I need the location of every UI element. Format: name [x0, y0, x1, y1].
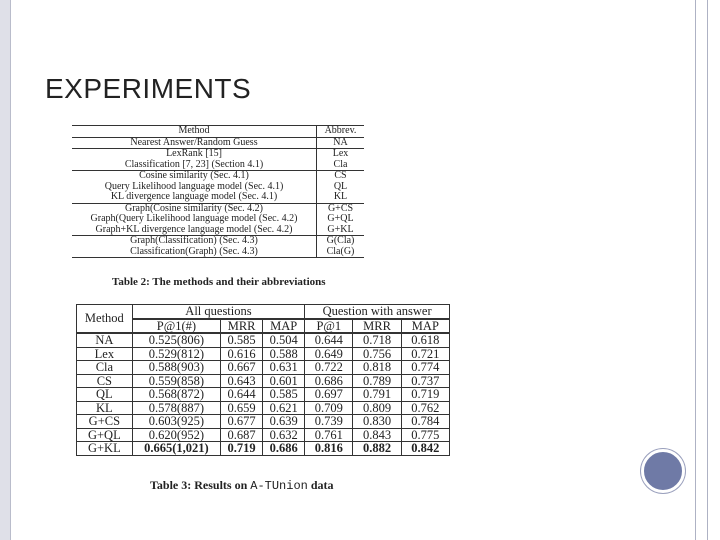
results-subheader: MAP [263, 319, 305, 334]
cell: 0.649 [305, 347, 353, 361]
cell: 0.761 [305, 428, 353, 442]
results-subheader: P@1(#) [132, 319, 220, 334]
cell: 0.585 [263, 388, 305, 402]
method-name: Classification [7, 23] (Section 4.1) [72, 160, 317, 171]
table3-caption [150, 478, 334, 493]
cell: 0.568(872) [132, 388, 220, 402]
cell: 0.882 [353, 442, 401, 456]
method-name: LexRank [15] [72, 149, 317, 160]
table3-caption-prefix: Table 3: Results on [150, 478, 251, 492]
cell: 0.739 [305, 415, 353, 429]
cell: G+QL [77, 428, 133, 442]
method-abbrev: G+KL [327, 223, 354, 235]
cell: 0.529(812) [132, 347, 220, 361]
slide-title: EXPERIMENTS [45, 73, 252, 104]
method-abbrev: NA [333, 136, 348, 148]
results-subheader: P@1 [305, 319, 353, 334]
table-row [72, 247, 364, 258]
method-name: Graph(Query Likelihood language model (Sec. 4.2) [72, 214, 317, 225]
results-subheader: MRR [353, 319, 401, 334]
cell: 0.719 [221, 442, 263, 456]
cell: 0.756 [353, 347, 401, 361]
cell: 0.762 [401, 401, 449, 415]
cell: 0.643 [221, 374, 263, 388]
table-row [72, 214, 364, 225]
cell: G+CS [77, 415, 133, 429]
table-row [72, 171, 364, 182]
cell: 0.697 [305, 388, 353, 402]
cell: 0.719 [401, 388, 449, 402]
right-frame-edge [708, 0, 720, 540]
cell: CS [77, 374, 133, 388]
cell: 0.722 [305, 361, 353, 375]
method-name: Graph+KL divergence language model (Sec. 4.2) [72, 225, 317, 236]
results-table [76, 304, 450, 456]
cell: 0.644 [305, 333, 353, 347]
decorative-circle [641, 449, 685, 493]
cell: 0.842 [401, 442, 449, 456]
method-name: Query Likelihood language model (Sec. 4.1) [72, 182, 317, 193]
cell: 0.639 [263, 415, 305, 429]
cell: 0.686 [263, 442, 305, 456]
table-row [72, 160, 364, 171]
cell: 0.791 [353, 388, 401, 402]
cell: 0.843 [353, 428, 401, 442]
cell: 0.774 [401, 361, 449, 375]
method-name: Classification(Graph) (Sec. 4.3) [72, 247, 317, 258]
method-name: Graph(Cosine similarity (Sec. 4.2) [72, 203, 317, 214]
table-row [72, 236, 364, 247]
method-name: KL divergence language model (Sec. 4.1) [72, 192, 317, 203]
cell: KL [77, 401, 133, 415]
results-header-question-with-answer: Question with answer [305, 305, 450, 319]
cell: 0.588(903) [132, 361, 220, 375]
cell: 0.737 [401, 374, 449, 388]
cell: 0.585 [221, 333, 263, 347]
table-row [77, 347, 450, 361]
method-name: Nearest Answer/Random Guess [72, 137, 317, 149]
table-row [72, 149, 364, 160]
cell: 0.686 [305, 374, 353, 388]
cell: 0.525(806) [132, 333, 220, 347]
cell: 0.721 [401, 347, 449, 361]
cell: 0.665(1,021) [132, 442, 220, 456]
method-abbrev: G+CS [317, 203, 365, 214]
method-name: Cosine similarity (Sec. 4.1) [72, 171, 317, 182]
results-header-all-questions: All questions [132, 305, 304, 319]
cell: 0.789 [353, 374, 401, 388]
cell: 0.559(858) [132, 374, 220, 388]
method-abbrev: Cla(G) [317, 247, 365, 258]
cell: Lex [77, 347, 133, 361]
table-row [77, 333, 450, 347]
cell: 0.809 [353, 401, 401, 415]
table-row [77, 388, 450, 402]
cell: 0.601 [263, 374, 305, 388]
cell: Cla [77, 361, 133, 375]
table3-caption-suffix: data [307, 478, 334, 492]
methods-table [72, 125, 364, 258]
method-abbrev: Lex [317, 149, 365, 160]
table-row [77, 442, 450, 456]
cell: 0.816 [305, 442, 353, 456]
method-name: Graph(Classification) (Sec. 4.3) [72, 236, 317, 247]
results-header-method: Method [77, 305, 133, 334]
table-row [72, 137, 364, 149]
cell: 0.632 [263, 428, 305, 442]
method-abbrev: QL [333, 180, 348, 192]
methods-table-header-method: Method [72, 126, 317, 138]
table-row [77, 428, 450, 442]
cell: 0.588 [263, 347, 305, 361]
table2-caption: Table 2: The methods and their abbreviations [112, 276, 326, 288]
cell: 0.620(952) [132, 428, 220, 442]
cell: QL [77, 388, 133, 402]
cell: 0.784 [401, 415, 449, 429]
method-abbrev: G(Cla) [317, 236, 365, 247]
cell: 0.603(925) [132, 415, 220, 429]
table-row [77, 401, 450, 415]
method-abbrev: G+QL [327, 213, 354, 224]
cell: 0.667 [221, 361, 263, 375]
table-row [72, 225, 364, 236]
cell: 0.709 [305, 401, 353, 415]
method-abbrev: CS [317, 171, 365, 182]
cell: 0.677 [221, 415, 263, 429]
left-frame-border [0, 0, 11, 540]
cell: 0.818 [353, 361, 401, 375]
methods-table-header-abbrev: Abbrev. [317, 126, 365, 138]
table-row [77, 415, 450, 429]
table-row [72, 192, 364, 203]
cell: 0.687 [221, 428, 263, 442]
cell: 0.616 [221, 347, 263, 361]
cell: 0.775 [401, 428, 449, 442]
table3-caption-code: A-TUnion [250, 479, 308, 493]
cell: 0.644 [221, 388, 263, 402]
cell: 0.718 [353, 333, 401, 347]
right-frame-border [695, 0, 708, 540]
cell: 0.618 [401, 333, 449, 347]
cell: 0.631 [263, 361, 305, 375]
method-abbrev: Cla [333, 158, 348, 170]
table-row [77, 361, 450, 375]
results-subheader: MRR [221, 319, 263, 334]
results-subheader: MAP [401, 319, 449, 334]
cell: 0.621 [263, 401, 305, 415]
cell: NA [77, 333, 133, 347]
cell: G+KL [77, 442, 133, 456]
cell: 0.659 [221, 401, 263, 415]
table-row [77, 374, 450, 388]
cell: 0.504 [263, 333, 305, 347]
cell: 0.830 [353, 415, 401, 429]
cell: 0.578(887) [132, 401, 220, 415]
method-abbrev: KL [333, 191, 348, 202]
